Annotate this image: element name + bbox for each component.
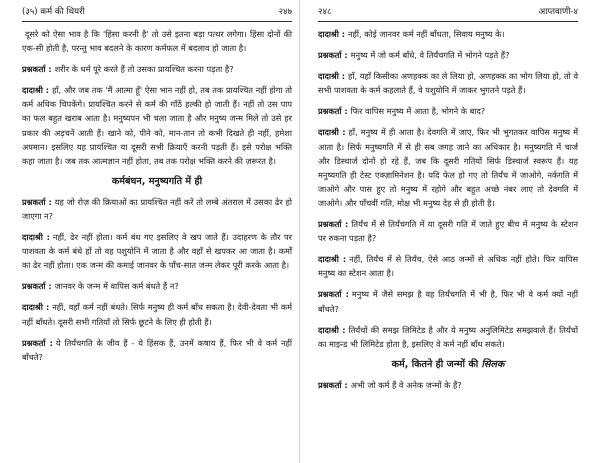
paragraph: [22, 195, 292, 223]
paragraph-text: तिर्यंचों की समझ लिमिटेड है और ये मनुष्य अनुलिमिटेड समझवाले हैं। तिर्यंचों का माइन्ड भी लिमिटेड होता है, इसलिए वे कर्म नहीं बाँध सकते।: [318, 324, 578, 349]
paragraph-text: मनुष्य में जो कर्म बाँधे, वे तिर्यंचगति में भोगने पड़ते हैं?: [350, 50, 510, 61]
right-running-head: [318, 6, 578, 22]
chapter-title: (३५) कर्म की थियरी: [22, 7, 85, 17]
speaker-label: दादाश्री :: [22, 302, 50, 313]
speaker-label: प्रश्नकर्ता :: [318, 106, 348, 117]
speaker-label: दादाश्री :: [22, 232, 50, 243]
paragraph: [22, 83, 292, 168]
paragraph: [22, 27, 292, 55]
speaker-label: प्रश्नकर्ता :: [318, 219, 349, 230]
paragraph-text: यह जो रोज़ की क्रियाओं का प्रायश्चित नहीं करें तो लम्बे अंतराल में उसका ढेर हो जाएगा न?: [22, 196, 292, 221]
speaker-label: प्रश्नकर्ता :: [22, 196, 52, 207]
speaker-label: दादाश्री :: [318, 71, 346, 82]
section-heading: कर्मबंधन, मनुष्यगति में ही: [111, 175, 203, 187]
section-heading: [318, 358, 578, 371]
paragraph-text: जानवर के जन्म में वापिस कर्म बंधते हैं न?: [54, 281, 179, 292]
section-heading-emphasis: सिलक: [481, 358, 505, 370]
paragraph: [22, 300, 292, 328]
paragraph-text: हाँ, मनुष्य में ही आता है। देवगति में जाए, फिर भी भुगतकर वापिस मनुष्य में आता है। सिर्फ मनुष्यगति में से ही सब जगह जाने का अधिकार है। मनुष्यगति में चार्ज और डिस्चार्ज दोनों हो रहे हैं, जब कि दूसरी गतियों सिर्फ डिस्चार्ज स्वरूप हैं। यह मनुष्यगति ही टेस्ट एक्ज़ामिनेशन है। यदि फेल हो गए तो तिर्यंच में जाओगे, नर्कगति में जाओगे और पास हुए तो मनुष्य में रहोगे और बहुत अच्छे नंबर लाए तो देवगति में जाओगे। और पाँचवीं गति, मोक्ष भी मनुष्य देह से ही होती है।: [318, 127, 579, 208]
paragraph-text: हाँ, और जब तक 'मैं आत्मा हूँ' ऐसा भान नहीं हो, तब तक प्रायश्चित नहीं होगा तो कर्म अधिक चिपकेंगे। प्रायश्चित करने से कर्म की गाँठें हल्की हो जाती हैं। नहीं तो उस पाप का फल बहुत खराब आता है। मनुष्यपन भी चला जाता है और मनुष्य जन्म मिले तो उसे हर प्रकार की अड़चनें आती हैं। खाने को, पीने को, मान-तान तो कभी दिखते ही नहीं, हमेशा अपमान। इसलिए यह प्रायश्चित या दूसरी सभी क्रियाएँ करनी पड़ती हैं। इसे परोक्ष भक्ति कहा जाता है। जब तक आत्मज्ञान नहीं होता, तब तक परोक्ष भक्ति करने की ज़रूरत है।: [22, 85, 293, 166]
paragraph-text: नहीं, कोई जानवर कर्म नहीं बाँधता, सिवाय मनुष्य के।: [347, 29, 505, 39]
speaker-label: प्रश्नकर्ता :: [318, 289, 349, 300]
paragraph-text: नहीं, वहाँ कर्म नहीं बंधते। सिर्फ मनुष्य ही कर्म बाँध सकता है। देवी-देवता भी कर्म नहीं बाँधते। दूसरी सभी गतियाँ तो सिर्फ छूटने के लिए ही होती हैं।: [22, 302, 292, 327]
paragraph: [318, 27, 578, 41]
speaker-label: प्रश्नकर्ता :: [22, 281, 52, 292]
paragraph-text: फिर वापिस मनुष्य में आता है, भोगने के बाद?: [350, 106, 486, 117]
paragraph-text: शरीर के धर्म पूरे करते हैं तो उसका प्रायश्चित करना पड़ता है?: [54, 64, 234, 75]
speaker-label: प्रश्नकर्ता :: [22, 337, 53, 348]
section-heading-text: कर्म, कितने ही जन्मों की: [391, 358, 482, 370]
paragraph: [318, 252, 578, 280]
paragraph-text: नहीं, तिर्यंच में से तिर्यंच, ऐसे आठ जन्मों से अधिक नहीं होते। फिर वापिस मनुष्य का स्टेशन आता है।: [318, 254, 578, 279]
paragraph: [22, 230, 292, 272]
paragraph: [318, 104, 578, 118]
paragraph: [318, 378, 578, 392]
speaker-label: प्रश्नकर्ता :: [22, 64, 52, 75]
paragraph: [318, 287, 578, 315]
paragraph: [22, 62, 292, 76]
paragraph-text: तिर्यंच में से तिर्यंचगति में या दूसरी गति में जाते हुए बीच में मनुष्य के स्टेशन पर रुकना पड़ता है?: [318, 219, 579, 244]
speaker-label: दादाश्री :: [318, 324, 346, 335]
paragraph: [318, 217, 578, 245]
speaker-label: प्रश्नकर्ता :: [318, 50, 348, 61]
left-page-number: २४७: [278, 7, 292, 17]
paragraph: [318, 48, 578, 62]
paragraph: [22, 336, 292, 364]
paragraph-text: अभी जो कर्म हैं वे अनेक जन्मों के हैं?: [350, 379, 462, 390]
book-title: आप्तवाणी-४: [538, 7, 578, 17]
speaker-label: दादाश्री :: [318, 127, 346, 138]
speaker-label: दादाश्री :: [318, 29, 345, 39]
paragraph-text: हाँ, यहाँ किसीका अणहक्क का ले लिया हो, अणहक्क का भोग लिया हो, तो वे सभी पाशवता के कर्म कहलाते हैं, वे पशुयोनि में जाकर भुगतने पड़ते हैं।: [318, 71, 578, 96]
paragraph-text: मनुष्य में जैसे समझ है वह तिर्यंचगति में भी है, फिर भी वे कर्म क्यों नहीं बाँधते?: [318, 289, 578, 314]
speaker-label: दादाश्री :: [318, 254, 347, 265]
paragraph-text: नहीं, ढेर नहीं होता। कर्म बंध गए इसलिए वे खप जाते हैं। उदाहरण के तौर पर पाशवता के कर्म बंधे हों तो वह पशुयोनि में जाता है और वहाँ से खपकर आ जाता है। कर्मों का ढेर नहीं होता। एक जन्म की कमाई जानवर के पाँच-सात जन्म लेकर पूरी करके आता है।: [22, 232, 292, 271]
paragraph: [318, 125, 578, 210]
paragraph-text: दूसरे को ऐसा भाव है कि 'हिंसा करनी है' तो उसे इतना बड़ा पत्थर लगेगा। हिंसा दोनों की एक-सी होती है, परन्तु भाव बदलने के कारण कर्मफल में बदलाव हो जाता है।: [22, 29, 292, 54]
paragraph: [318, 69, 578, 97]
left-running-head: [22, 6, 292, 22]
paragraph: [318, 323, 578, 351]
speaker-label: दादाश्री :: [22, 85, 50, 96]
right-page-number: २४८: [318, 7, 332, 17]
paragraph: [22, 279, 292, 293]
right-page: [300, 0, 600, 463]
paragraph-text: ये तिर्यंचगति के जीव हैं - ये हिंसक हैं, उनमें कषाय हैं, फिर भी वे कर्म नहीं बाँधते?: [22, 337, 292, 362]
speaker-label: प्रश्नकर्ता :: [318, 379, 348, 390]
